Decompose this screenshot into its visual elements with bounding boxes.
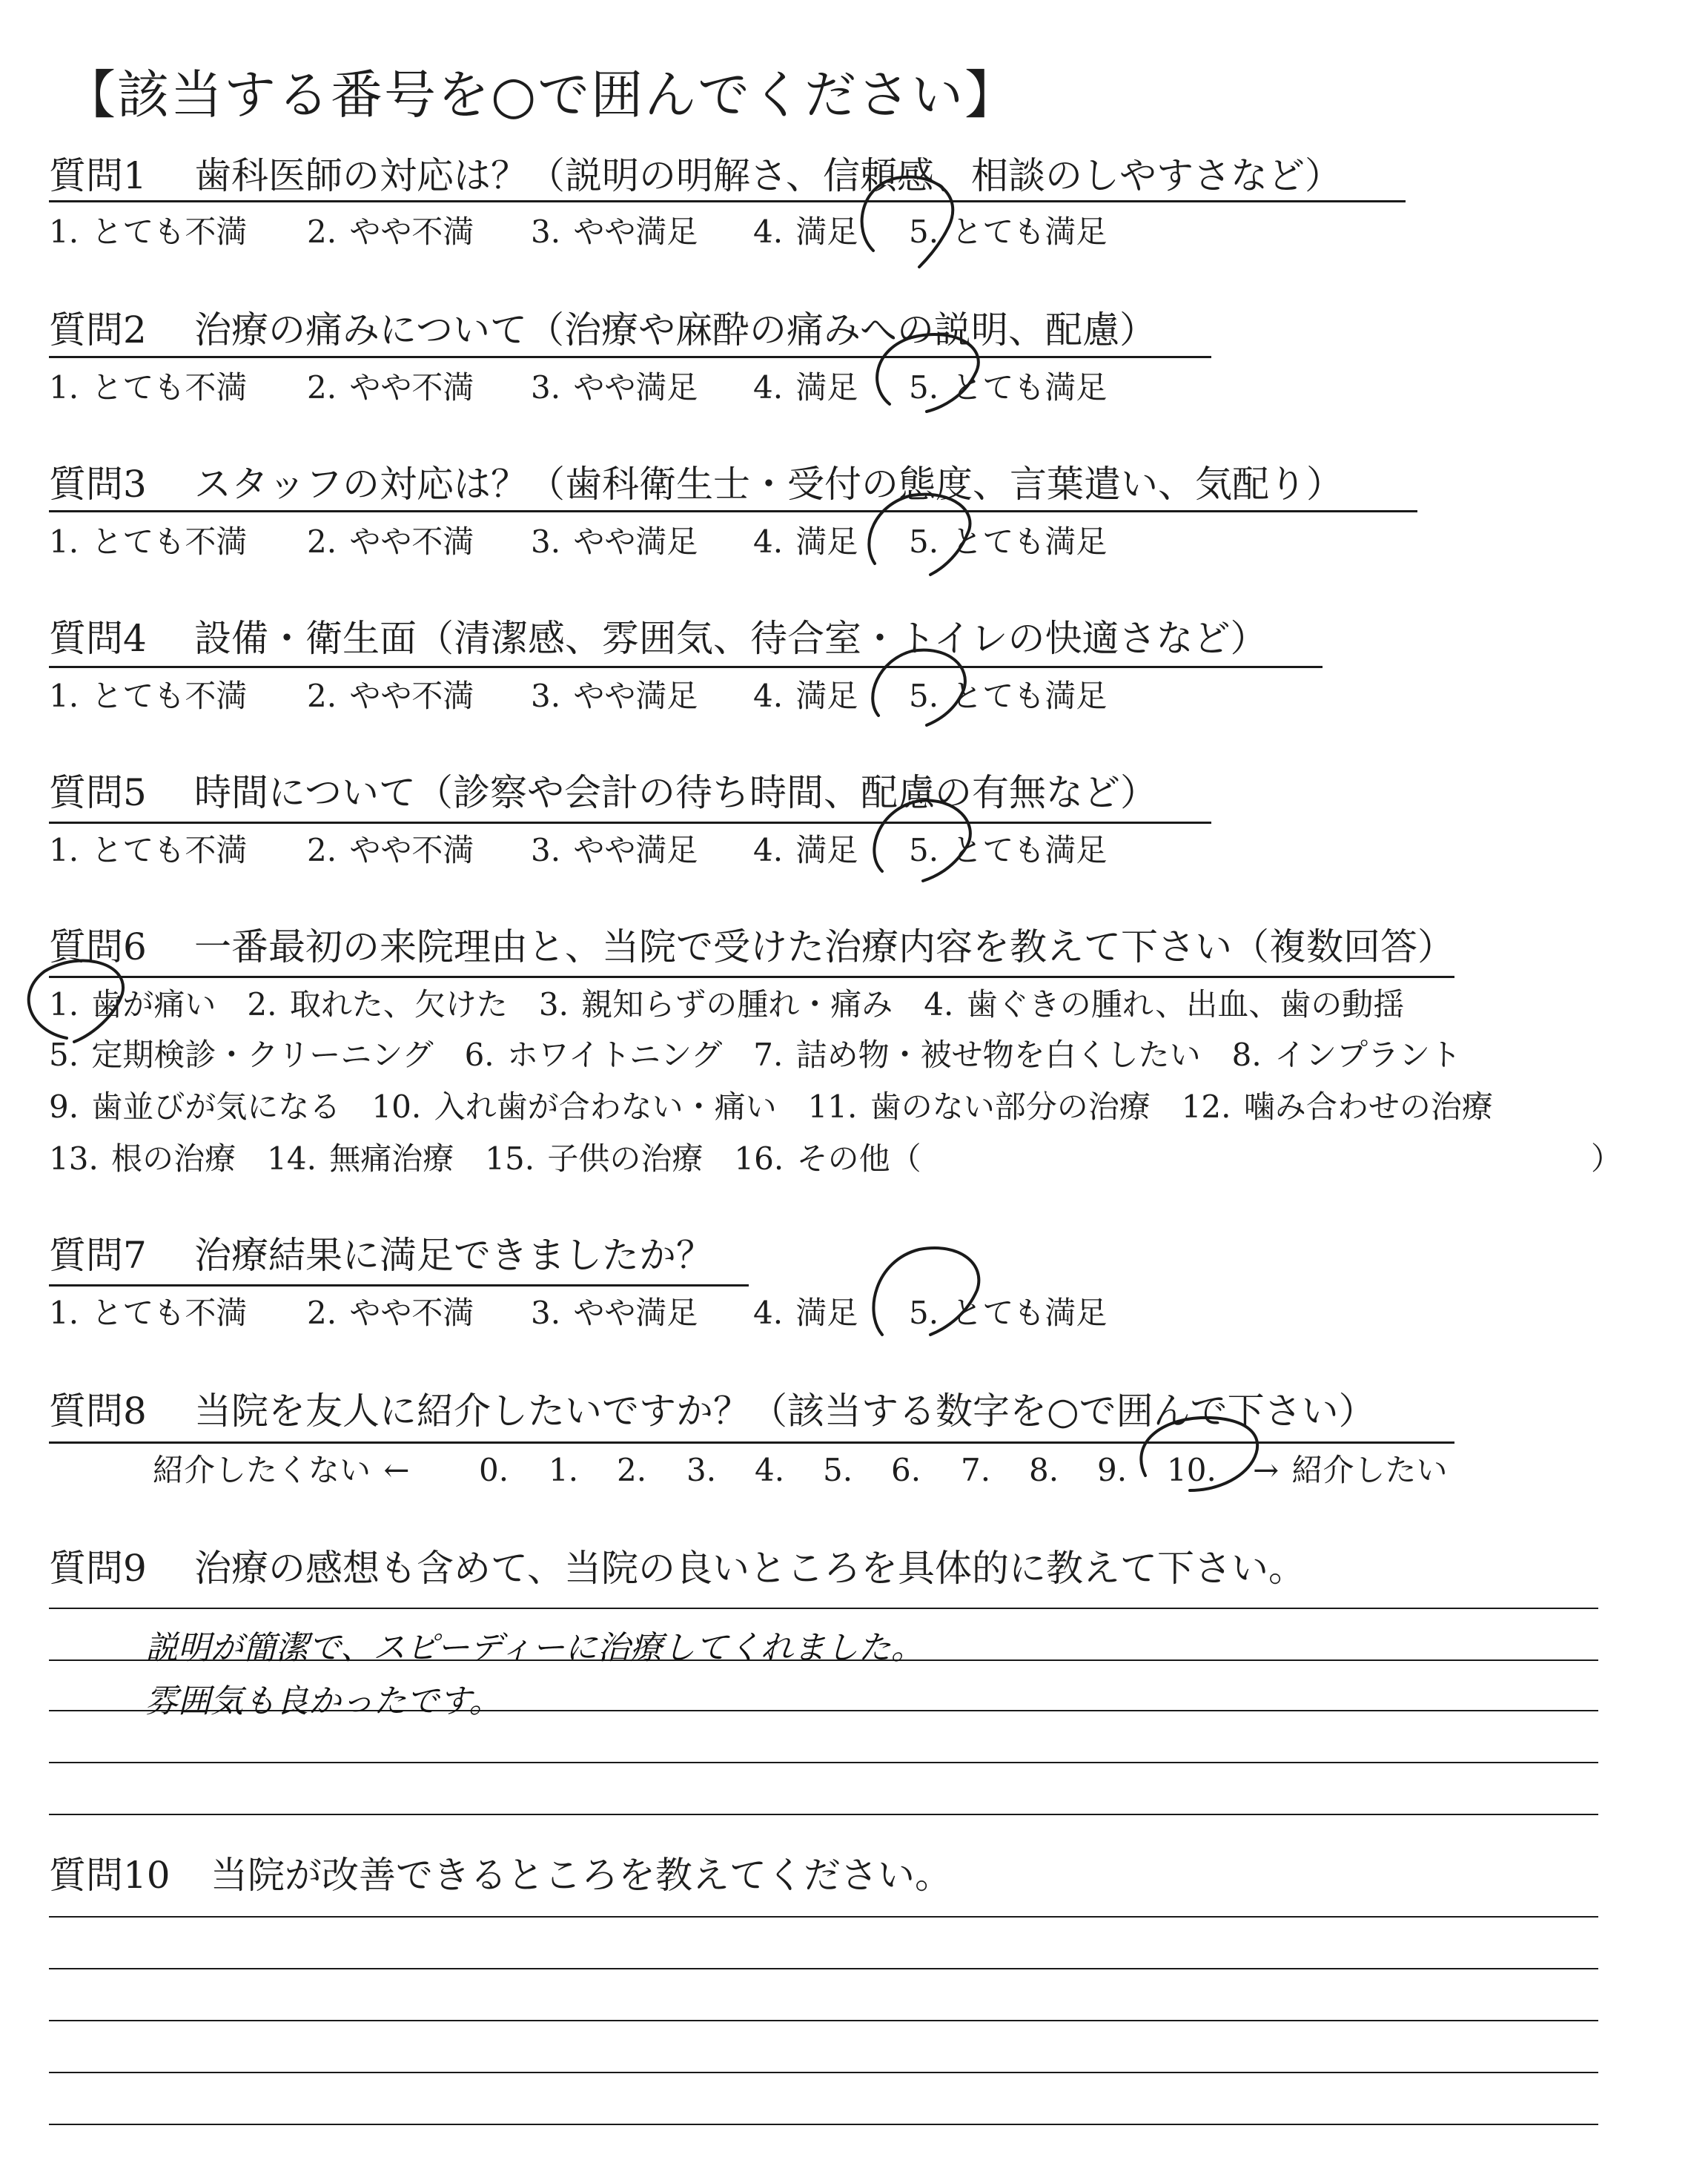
option-3[interactable]: 3. やや満足 (531, 369, 698, 406)
option-5[interactable]: 5. とても満足 (909, 678, 1108, 714)
option-2[interactable]: 2. やや不満 (307, 678, 474, 714)
question-2-underline (49, 356, 1211, 358)
q6-option-line-3[interactable]: 9. 歯並びが気になる 10. 入れ歯が合わない・痛い 11. 歯のない部分の治療 12. 噛み合わせの治療 (49, 1089, 1493, 1125)
answer-line (49, 2124, 1598, 2125)
q8-number-7[interactable]: 7. (961, 1452, 991, 1488)
question-9-label: 質問9 (49, 1547, 147, 1590)
option-1[interactable]: 1. とても不満 (49, 214, 248, 250)
option-2[interactable]: 2. やや不満 (307, 1295, 474, 1331)
question-8-text: 当院を友人に紹介したいですか？（該当する数字を○で囲んで下さい） (194, 1390, 1376, 1433)
q8-number-10[interactable]: 10. (1167, 1452, 1217, 1488)
option-1[interactable]: 1. とても不満 (49, 832, 248, 868)
option-3[interactable]: 3. やや満足 (531, 214, 698, 250)
answer-line (49, 1916, 1598, 1918)
question-9-text: 治療の感想も含めて、当院の良いところを具体的に教えて下さい。 (194, 1547, 1305, 1590)
question-5-text: 時間について（診察や会計の待ち時間、配慮の有無など） (194, 771, 1157, 814)
question-5-underline (49, 822, 1211, 824)
question-10-text: 当院が改善できるところを教えてください。 (211, 1854, 952, 1897)
survey-title: 【該当する番号を○で囲んでください】 (64, 65, 1019, 125)
option-5[interactable]: 5. とても満足 (909, 832, 1108, 868)
option-4[interactable]: 4. 満足 (753, 1295, 858, 1331)
q8-right-label: → 紹介したい (1253, 1452, 1448, 1488)
question-6-underline (49, 976, 1454, 978)
question-7-underline (49, 1284, 749, 1287)
question-4-text: 設備・衛生面（清潔感、雰囲気、待合室・トイレの快適さなど） (194, 617, 1268, 660)
q6-option-line-2[interactable]: 5. 定期検診・クリーニング 6. ホワイトニング 7. 詰め物・被せ物を白くしたい 8. インプラント (49, 1037, 1462, 1073)
answer-line (49, 2072, 1598, 2073)
option-5[interactable]: 5. とても満足 (909, 214, 1108, 250)
q8-number-3[interactable]: 3. (686, 1452, 717, 1488)
option-3[interactable]: 3. やや満足 (531, 832, 698, 868)
q8-number-1[interactable]: 1. (549, 1452, 579, 1488)
option-3[interactable]: 3. やや満足 (531, 678, 698, 714)
option-5[interactable]: 5. とても満足 (909, 1295, 1108, 1331)
answer-line (49, 2020, 1598, 2021)
q9-handwritten-line-2[interactable]: 雰囲気も良かったです。 (145, 1682, 502, 1720)
question-8-underline (49, 1441, 1454, 1444)
option-1[interactable]: 1. とても不満 (49, 524, 248, 560)
q8-number-4[interactable]: 4. (755, 1452, 785, 1488)
option-5[interactable]: 5. とても満足 (909, 369, 1108, 406)
question-6-label: 質問6 (49, 925, 147, 968)
option-4[interactable]: 4. 満足 (753, 832, 858, 868)
question-6-text: 一番最初の来院理由と、当院で受けた治療内容を教えて下さい（複数回答） (194, 925, 1454, 968)
answer-line (49, 1968, 1598, 1969)
question-4-underline (49, 666, 1323, 668)
question-1-label: 質問1 (49, 154, 147, 197)
question-2-label: 質問2 (49, 308, 147, 351)
option-2[interactable]: 2. やや不満 (307, 524, 474, 560)
option-2[interactable]: 2. やや不満 (307, 832, 474, 868)
q6-close-paren: ） (1591, 1140, 1623, 1177)
option-2[interactable]: 2. やや不満 (307, 214, 474, 250)
question-7-label: 質問7 (49, 1234, 147, 1277)
q9-handwritten-line-1[interactable]: 説明が簡潔で、スピーディーに治療してくれました。 (145, 1629, 924, 1667)
option-4[interactable]: 4. 満足 (753, 214, 858, 250)
q8-number-0[interactable]: 0. (479, 1452, 509, 1488)
option-1[interactable]: 1. とても不満 (49, 1295, 248, 1331)
q6-option-line-1[interactable]: 1. 歯が痛い 2. 取れた、欠けた 3. 親知らずの腫れ・痛み 4. 歯ぐきの腫れ、出血、歯の動揺 (49, 986, 1405, 1023)
question-7-text: 治療結果に満足できましたか？ (194, 1234, 713, 1277)
q8-number-9[interactable]: 9. (1097, 1452, 1128, 1488)
option-4[interactable]: 4. 満足 (753, 524, 858, 560)
q6-option-line-4[interactable]: 13. 根の治療 14. 無痛治療 15. 子供の治療 16. その他（ (49, 1140, 921, 1177)
question-10-label: 質問10 (49, 1854, 171, 1897)
question-3-label: 質問3 (49, 463, 147, 506)
option-4[interactable]: 4. 満足 (753, 369, 858, 406)
answer-line (49, 1814, 1598, 1815)
option-3[interactable]: 3. やや満足 (531, 1295, 698, 1331)
q8-number-6[interactable]: 6. (891, 1452, 921, 1488)
answer-line (49, 1608, 1598, 1609)
answer-line (49, 1762, 1598, 1763)
question-1-underline (49, 200, 1406, 202)
question-8-label: 質問8 (49, 1390, 147, 1433)
q8-number-2[interactable]: 2. (617, 1452, 647, 1488)
question-2-text: 治療の痛みについて（治療や麻酔の痛みへの説明、配慮） (194, 308, 1156, 351)
question-4-label: 質問4 (49, 617, 147, 660)
question-5-label: 質問5 (49, 771, 147, 814)
question-3-underline (49, 510, 1417, 512)
question-1-text: 歯科医師の対応は？（説明の明解さ、信頼感、相談のしやすさなど） (194, 154, 1342, 197)
q8-number-8[interactable]: 8. (1029, 1452, 1059, 1488)
option-3[interactable]: 3. やや満足 (531, 524, 698, 560)
option-4[interactable]: 4. 満足 (753, 678, 858, 714)
option-2[interactable]: 2. やや不満 (307, 369, 474, 406)
question-3-text: スタッフの対応は？（歯科衛生士・受付の態度、言葉遣い、気配り） (194, 463, 1343, 506)
option-1[interactable]: 1. とても不満 (49, 369, 248, 406)
q8-left-label: 紹介したくない ← (153, 1452, 410, 1488)
q8-number-5[interactable]: 5. (823, 1452, 853, 1488)
option-1[interactable]: 1. とても不満 (49, 678, 248, 714)
option-5[interactable]: 5. とても満足 (909, 524, 1108, 560)
